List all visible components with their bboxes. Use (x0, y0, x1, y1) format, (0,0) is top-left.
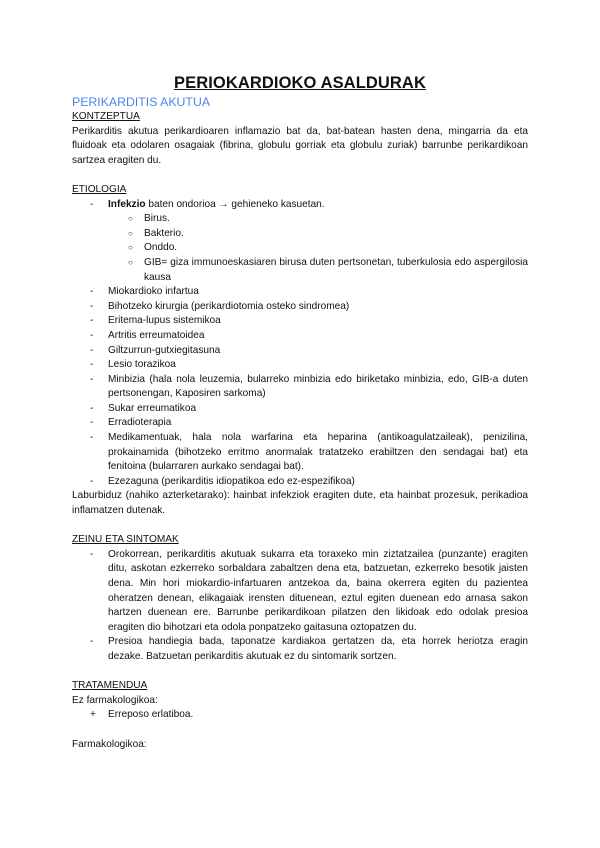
list-item: - Miokardioko infartua (90, 286, 199, 298)
list-item: - Infekzio baten ondorioa → gehieneko kasuetan. (72, 198, 528, 213)
sub-list-item: ○ Bakterio. (72, 227, 528, 242)
zeinu-list (72, 548, 528, 665)
farmakologikoa-label: Farmakologikoa: (72, 738, 147, 750)
bullet-circle-icon: ○ (128, 214, 133, 224)
infekzio-sublist (72, 212, 528, 285)
bullet-dash: - (90, 198, 94, 210)
list-item: - Ezezaguna (perikarditis idiopatikoa edo ez-espezifikoa) (90, 475, 355, 487)
bullet-plus-icon: + (90, 709, 96, 721)
document-title: PERIOKARDIOKO ASALDURAK (174, 74, 426, 92)
sub-list-item: ○ Onddo. (72, 241, 528, 256)
etiologia-causes-list (72, 285, 528, 489)
list-item: - Orokorrean, perikarditis akutuak sukarra eta toraxeko min ziztatzailea (punzante) eragiten ditu, askotan ezkerreko sorbaldara zabaltzen dena eta, batzuetan, ezkerreko besotik jaisten dena. Min hori miokardio-infartuaren antzekoa da, baina okerrera egiten du pazientea oheratzen denean, elikagaiak irensten dituenean, eztul egiten duenean edo arnasa sakon hartzen duenean ere. Barrunbe perikardikoan pilatzen den likidoak edo odolak presioa eragiten dio bihotzari eta odola ponpatzeko gaitasuna oztopatzen du. (90, 548, 528, 633)
list-item: - Artritis erreumatoidea (90, 329, 205, 341)
list-item: - Medikamentuak, hala nola warfarina eta heparina (antikoagulatzaileak), penizilina, prokainamida (bihotzeko erritmo anormalak tratatzeko erabiltzen den sendagai bat) eta fenitoina (bularraren aurkako sendagai bat). (90, 432, 528, 473)
list-item: - Eritema-lupus sistemikoa (90, 315, 221, 327)
tratamendua-heading: TRATAMENDUA (72, 680, 148, 692)
list-item: + Erreposo erlatiboa. (72, 708, 528, 723)
list-item: - Bihotzeko kirurgia (perikardiotomia osteko sindromea) (90, 300, 350, 312)
etiologia-heading: ETIOLOGIA (72, 183, 127, 195)
sub-list-item: ○ GIB= giza immunoeskasiaren birusa duten pertsonetan, tuberkulosia edo aspergilosia kausa (128, 256, 528, 283)
etiologia-summary: Laburbiduz (nahiko azterketarako): hainbat infekziok eragiten dute, eta hainbat prozesuk, perikadioa inflamatzen dutenak. (72, 490, 528, 517)
list-item: - Lesio torazikoa (90, 359, 176, 371)
zeinu-heading: ZEINU ETA SINTOMAK (72, 534, 179, 546)
etiologia-list (72, 198, 528, 213)
sub-list-item: ○ Birus. (72, 212, 528, 227)
list-item: - Minbizia (hala nola leuzemia, bularreko minbizia edo biriketako minbizia, edo, GIB-a duten pertsonengan, Kaposiren sarkoma) (90, 373, 528, 400)
document-page (72, 73, 528, 752)
section-heading: PERIKARDITIS AKUTUA (72, 95, 211, 109)
list-item: - Erradioterapia (90, 417, 172, 429)
list-item: - Giltzurrun-gutxiegitasuna (90, 344, 221, 356)
bullet-circle-icon: ○ (128, 228, 133, 238)
list-item: - Sukar erreumatikoa (90, 402, 197, 414)
bullet-circle-icon: ○ (128, 243, 133, 253)
kontzeptua-text: Perikarditis akutua perikardioaren inflamazio bat da, bat-batean hasten dena, mingarria da eta fluidoak eta odolaren osagaiak (fibrina, globulu gorriak eta globulu zuriak) barrunbe perikardikoan sartzea eragiten du. (72, 125, 528, 166)
ez-farmakologikoa-list (72, 708, 528, 723)
list-item: - Presioa handiegia bada, taponatze kardiakoa gertatzen da, eta horrek heriotza eragin dezake. Batzuetan perikarditis akutuak ez du sintomarik sortzen. (90, 636, 528, 662)
kontzeptua-heading: KONTZEPTUA (72, 111, 140, 122)
bullet-circle-icon: ○ (128, 257, 133, 267)
ez-farmakologikoa-label: Ez farmakologikoa: (72, 694, 158, 706)
